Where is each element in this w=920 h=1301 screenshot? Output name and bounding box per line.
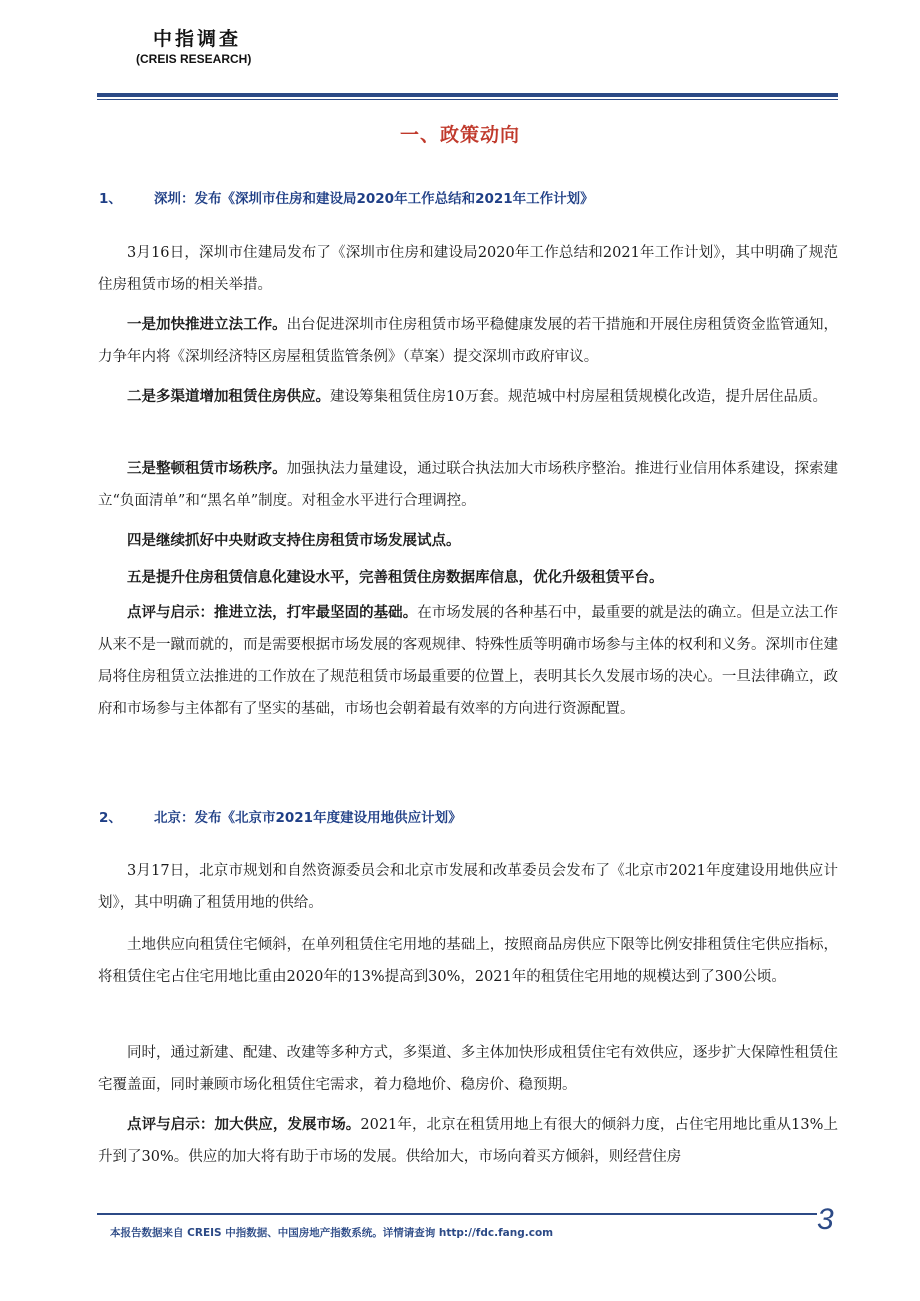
measure-text: 加强执法力量建设，通过联合执法加大市场秩序整治。推进行业信用体系建设，探索建立“负面清单”和“黑名单”制度。对租金水平进行合理调控。 [98,461,839,509]
footer-divider [97,1213,817,1215]
paragraph-channels: 同时，通过新建、配建、改建等多种方式，多渠道、多主体加快形成租赁住宅有效供应，逐步扩大保障性租赁住宅覆盖面，同时兼顾市场化租赁住宅需求，着力稳地价、稳房价、稳预期。 [98,1045,838,1093]
measure-lead: 四是继续抓好中央财政支持住房租赁市场发展试点。 [127,533,461,549]
paragraph-measure-4 [98,525,838,557]
comment-text: 在市场发展的各种基石中，最重要的就是法的确立。但是立法工作从来不是一蹴而就的，而是需要根据市场发展的客观规律、特殊性质等明确市场参与主体的权利和义务。深圳市住建局将住房租赁立法推进的工作放在了规范租赁市场最重要的位置上，表明其长久发展市场的决心。一旦法律确立，政府和市场参与主体都有了坚实的基础，市场也会朝着最有效率的方向进行资源配置。 [98,605,839,717]
paragraph-intro-beijing: 3月17日，北京市规划和自然资源委员会和北京市发展和改革委员会发布了《北京市2021年度建设用地供应计划》，其中明确了租赁用地的供给。 [98,863,838,911]
measure-text: 出台促进深圳市住房租赁市场平稳健康发展的若干措施和开展住房租赁资金监管通知，力争年内将《深圳经济特区房屋租赁监管条例》（草案）提交深圳市政府审议。 [98,317,839,365]
header-divider-thin [97,99,838,100]
brand-name-cn: 中指调查 [153,28,242,50]
item-number: 2、 [99,810,122,826]
item-heading-beijing [99,806,839,826]
paragraph-comment-shenzhen [98,597,838,725]
item-number: 1、 [99,191,122,207]
brand-name-en: (CREIS RESEARCH) [136,52,252,66]
paragraph-intro-shenzhen: 3月16日，深圳市住建局发布了《深圳市住房和建设局2020年工作总结和2021年工作计划》，其中明确了规范住房租赁市场的相关举措。 [98,245,838,293]
item-title: 深圳：发布《深圳市住房和建设局2020年工作总结和2021年工作计划》 [154,191,594,207]
paragraph-measure-1 [98,309,838,373]
paragraph-supply: 土地供应向租赁住宅倾斜，在单列租赁住宅用地的基础上，按照商品房供应下限等比例安排租赁住宅供应指标，将租赁住宅占住宅用地比重由2020年的13%提高到30%，2021年的租赁住宅用地的规模达到了300公顷。 [98,937,838,985]
paragraph-measure-5 [98,562,838,594]
comment-lead: 点评与启示：加大供应，发展市场。 [127,1117,361,1133]
paragraph-measure-3 [98,453,838,517]
item-heading-shenzhen [99,187,839,207]
measure-lead: 一是加快推进立法工作。 [127,317,287,333]
measure-text: 建设筹集租赁住房10万套。规范城中村房屋租赁规模化改造，提升居住品质。 [330,389,827,405]
measure-lead: 五是提升住房租赁信息化建设水平，完善租赁住房数据库信息，优化升级租赁平台。 [127,570,664,586]
paragraph-measure-2 [98,381,838,413]
header-divider [97,93,838,97]
measure-lead: 二是多渠道增加租赁住房供应。 [127,389,330,405]
paragraph-comment-beijing [98,1109,838,1173]
item-title: 北京：发布《北京市2021年度建设用地供应计划》 [154,810,462,826]
section-title: 一、政策动向 [399,124,520,146]
measure-lead: 三是整顿租赁市场秩序。 [127,461,287,477]
footer-source-note: 本报告数据来自 CREIS 中指数据、中国房地产指数系统。详情请查询 http://fdc.fang.com [110,1227,554,1239]
page-number: 3 [817,1203,834,1236]
comment-lead: 点评与启示：推进立法，打牢最坚固的基础。 [127,605,418,621]
comment-text: 2021年，北京在租赁用地上有很大的倾斜力度，占住宅用地比重从13%上升到了30%。供应的加大将有助于市场的发展。供给加大，市场向着买方倾斜，则经营住房 [98,1117,838,1165]
